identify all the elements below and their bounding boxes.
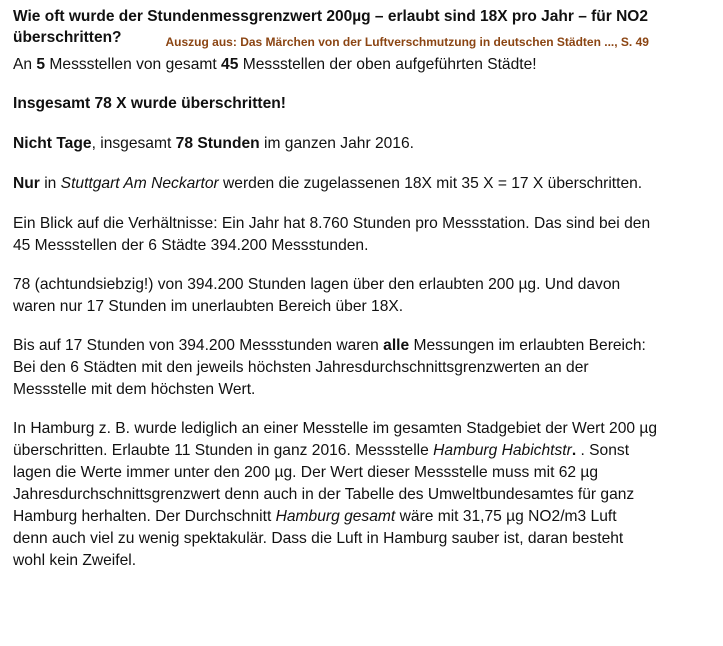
- paragraph-ratio: Ein Blick auf die Verhältnisse: Ein Jahr hat 8.760 Stunden pro Messstation. Das sind bei den 45 Messstellen der 6 Städte 394.200 Messstunden.: [13, 215, 651, 254]
- paragraph-stations: An 5 Messstellen von gesamt 45 Messstellen der oben aufgeführten Städte!: [13, 56, 537, 73]
- paragraph-78-hours: 78 (achtundsiebzig!) von 394.200 Stunden lagen über den erlaubten 200 µg. Und davon waren nur 17 Stunden im unerlaubten Bereich über 18X.: [13, 276, 621, 315]
- title-line-2-row: [13, 27, 713, 48]
- paragraph-hamburg: In Hamburg z. B. wurde lediglich an einer Messtelle im gesamten Stadgebiet der Wert 200 µg überschritten. Erlaubte 11 Stunden in ganz 2016. Messstelle Hamburg Habichtstr. . Sonst lagen die Werte immer unter den 200 µg. Der Wert dieser Messstelle muss mit 62 µg Jahresdurchschnittsgrenzwert denn auch in der Tabelle des Umweltbundesamtes für ganz Hamburg herhalten. Der Durchschnitt Hamburg gesamt wäre mit 31,75 µg NO2/m3 Luft denn auch viel zu wenig spektakulär. Dass die Luft in Hamburg sauber ist, daran besteht wohl kein Zweifel.: [13, 420, 658, 569]
- document-page: [13, 6, 713, 572]
- title-line-2: überschritten?: [13, 29, 122, 46]
- title-line-1: Wie oft wurde der Stundenmessgrenzwert 200µg – erlaubt sind 18X pro Jahr – für NO2: [13, 8, 648, 25]
- paragraph-total-exceeded: Insgesamt 78 X wurde überschritten!: [13, 95, 286, 112]
- source-citation: Auszug aus: Das Märchen von der Luftverschmutzung in deutschen Städten ..., S. 49: [165, 35, 649, 49]
- document-title: [13, 6, 713, 48]
- paragraph-all-measurements: Bis auf 17 Stunden von 394.200 Messstunden waren alle Messungen im erlaubten Bereich: Bei den 6 Städten mit den jeweils höchsten Jahresdurchschnittsgrenzwerten an der Messstelle mit dem höchsten Wert.: [13, 337, 646, 398]
- paragraph-hours: Nicht Tage, insgesamt 78 Stunden im ganzen Jahr 2016.: [13, 135, 414, 152]
- paragraph-stuttgart: Nur in Stuttgart Am Neckartor werden die zugelassenen 18X mit 35 X = 17 X überschritten.: [13, 175, 643, 192]
